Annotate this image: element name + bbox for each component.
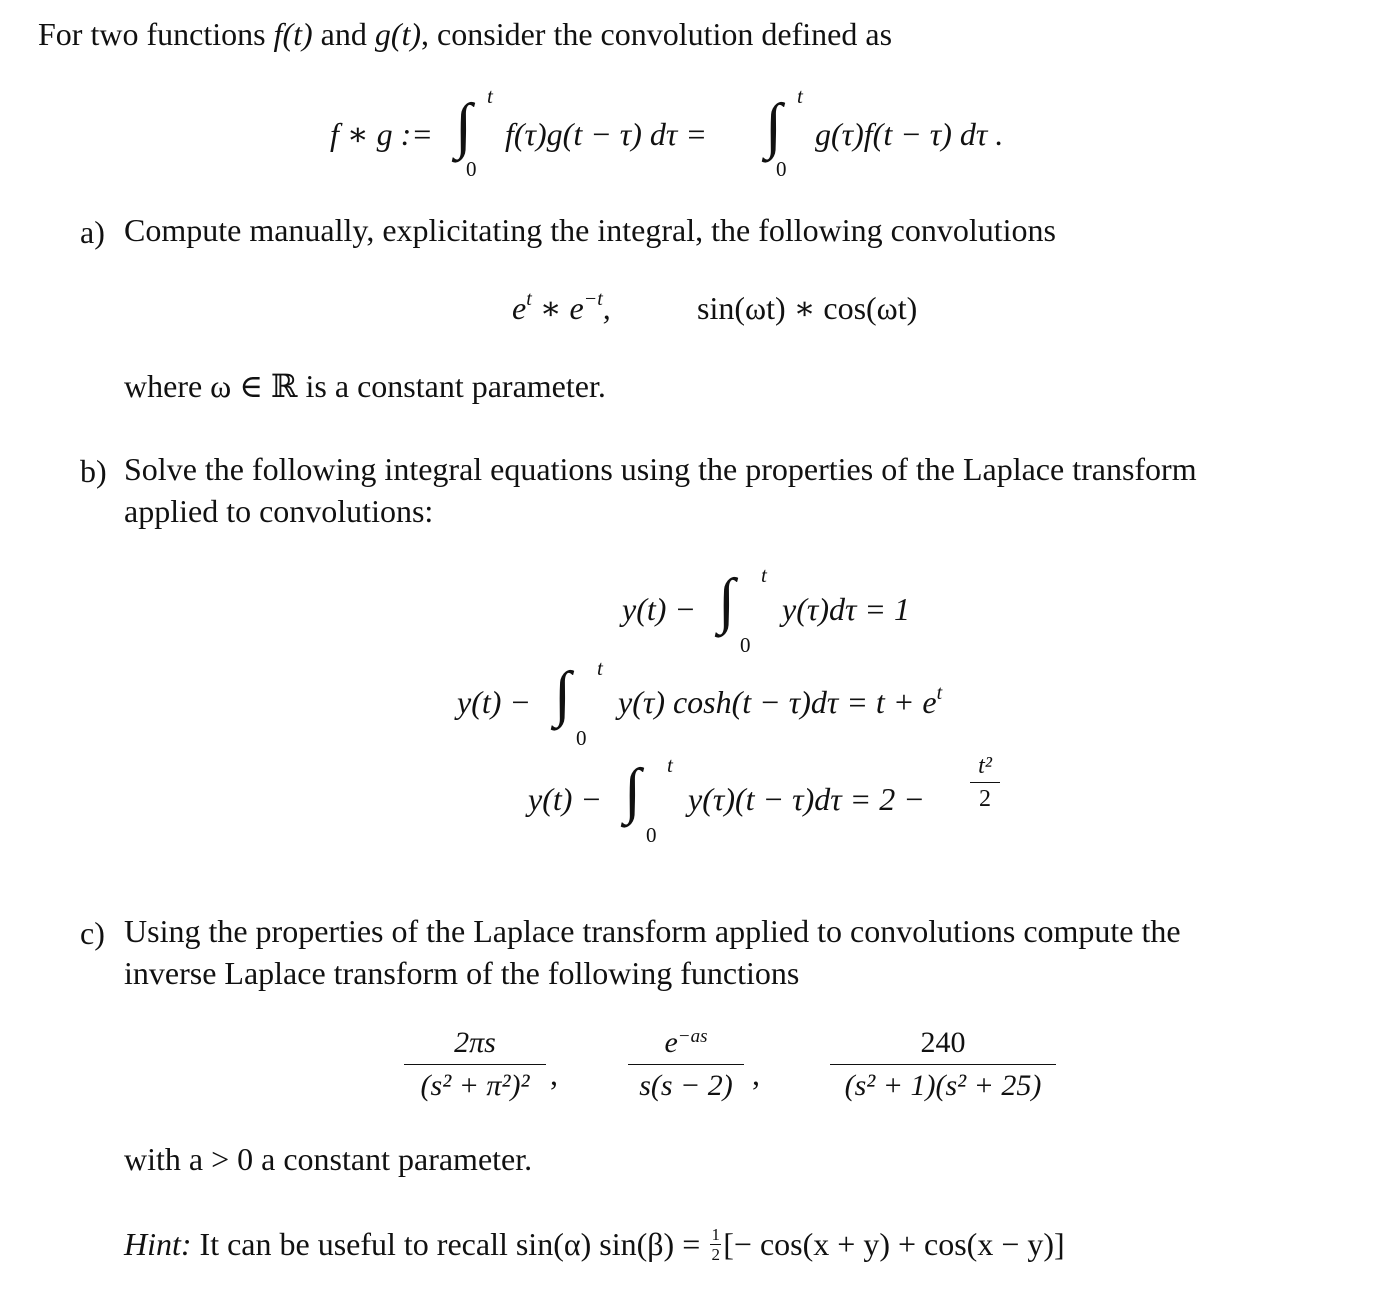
integral-upper-1: t xyxy=(487,84,493,108)
fraction-3-numerator: 240 xyxy=(920,1026,966,1059)
eq1-lhs: y(t) − xyxy=(622,591,696,627)
eq3-upper: t xyxy=(667,753,673,777)
eq1-rhs: y(τ)dτ = 1 xyxy=(782,591,911,627)
eq2-upper: t xyxy=(597,656,603,680)
laplace-fraction-2 xyxy=(628,1028,744,1101)
hint-label: Hint: xyxy=(124,1226,192,1262)
part-c-line-1: Using the properties of the Laplace transform applied to convolutions compute the xyxy=(124,913,1181,949)
integral-lower-1: 0 xyxy=(466,157,477,181)
part-b-line-2: applied to convolutions: xyxy=(124,493,434,529)
hint-line xyxy=(124,1225,1065,1266)
eq2-rhs-text: y(τ) cosh(t − τ)dτ = t + e xyxy=(618,684,937,720)
eq2-lower: 0 xyxy=(576,726,587,750)
hint-tail: [− cos(x + y) + cos(x − y)] xyxy=(723,1226,1065,1262)
part-a-label: a) xyxy=(80,214,105,250)
eq1-upper: t xyxy=(761,563,767,587)
hint-text: It can be useful to recall sin(α) sin(β) = xyxy=(191,1226,709,1262)
eq3-frac-num: t² xyxy=(978,753,992,779)
conv1-sup2: −t xyxy=(583,288,603,310)
eq3-frac-bar xyxy=(970,782,1000,783)
eq3-rhs: y(τ)(t − τ)dτ = 2 − xyxy=(688,781,925,817)
eq1-integral-sign: ∫ xyxy=(718,567,735,635)
integral-lower-2: 0 xyxy=(776,157,787,181)
convolution-exp xyxy=(512,288,611,326)
integral-sign-2: ∫ xyxy=(765,92,782,160)
intro-f-of-t: f(t) xyxy=(273,16,313,52)
eq2-rhs xyxy=(618,682,943,720)
fraction-1-bar xyxy=(404,1064,546,1065)
laplace-fraction-1 xyxy=(404,1028,546,1101)
part-a-where: where ω ∈ ℝ is a constant parameter. xyxy=(124,368,606,404)
definition-lhs: f ∗ g := xyxy=(330,116,433,152)
definition-integrand-2: g(τ)f(t − τ) dτ . xyxy=(815,116,1004,152)
fraction-2-numerator-sup: −as xyxy=(677,1026,708,1047)
laplace-fraction-3 xyxy=(830,1028,1056,1101)
eq3-lower: 0 xyxy=(646,823,657,847)
eq2-integral-sign: ∫ xyxy=(554,660,571,728)
fraction-2-numerator-base: e xyxy=(664,1026,678,1059)
intro-text-1: For two functions xyxy=(38,16,274,52)
part-c-line-2: inverse Laplace transform of the following functions xyxy=(124,955,800,991)
fraction-1-denominator: (s² + π²)² xyxy=(420,1069,530,1102)
part-a-text: Compute manually, explicitating the integral, the following convolutions xyxy=(124,212,1056,248)
hint-half-num: 1 xyxy=(711,1225,720,1245)
conv1-sup: t xyxy=(526,288,532,310)
hint-half-den: 2 xyxy=(711,1245,720,1265)
intro-text-2: , consider the convolution defined as xyxy=(421,16,893,52)
integral-sign-1: ∫ xyxy=(455,92,472,160)
intro-g-of-t: g(t) xyxy=(374,16,422,52)
conv1-base: e xyxy=(512,290,527,326)
conv1-mid: ∗ e xyxy=(531,290,584,326)
eq3-frac-den: 2 xyxy=(979,786,991,812)
fraction-3-bar xyxy=(830,1064,1056,1065)
part-b-label: b) xyxy=(80,453,107,489)
eq2-lhs: y(t) − xyxy=(457,684,531,720)
conv1-end: , xyxy=(602,290,611,326)
fraction-2-comma: , xyxy=(752,1056,760,1092)
fraction-1-comma: , xyxy=(550,1056,558,1092)
intro-and: and xyxy=(312,16,375,52)
fraction-2-denominator: s(s − 2) xyxy=(639,1069,733,1102)
eq3-lhs: y(t) − xyxy=(528,781,602,817)
integral-upper-2: t xyxy=(797,84,803,108)
part-c-with: with a > 0 a constant parameter. xyxy=(124,1141,533,1177)
eq3-fraction xyxy=(970,754,1000,811)
intro-line xyxy=(38,18,892,50)
definition-integrand-1: f(τ)g(t − τ) dτ = xyxy=(505,116,707,152)
eq3-integral-sign: ∫ xyxy=(624,757,641,825)
convolution-trig: sin(ωt) ∗ cos(ωt) xyxy=(697,290,918,326)
eq1-lower: 0 xyxy=(740,633,751,657)
eq2-rhs-sup: t xyxy=(936,682,943,704)
fraction-3-denominator: (s² + 1)(s² + 25) xyxy=(844,1069,1042,1102)
fraction-1-numerator: 2πs xyxy=(454,1026,496,1059)
hint-half-fraction xyxy=(710,1226,721,1263)
fraction-2-numerator xyxy=(628,1028,744,1058)
part-b-line-1: Solve the following integral equations using the properties of the Laplace transform xyxy=(124,451,1197,487)
fraction-2-bar xyxy=(628,1064,744,1065)
part-c-label: c) xyxy=(80,915,105,951)
